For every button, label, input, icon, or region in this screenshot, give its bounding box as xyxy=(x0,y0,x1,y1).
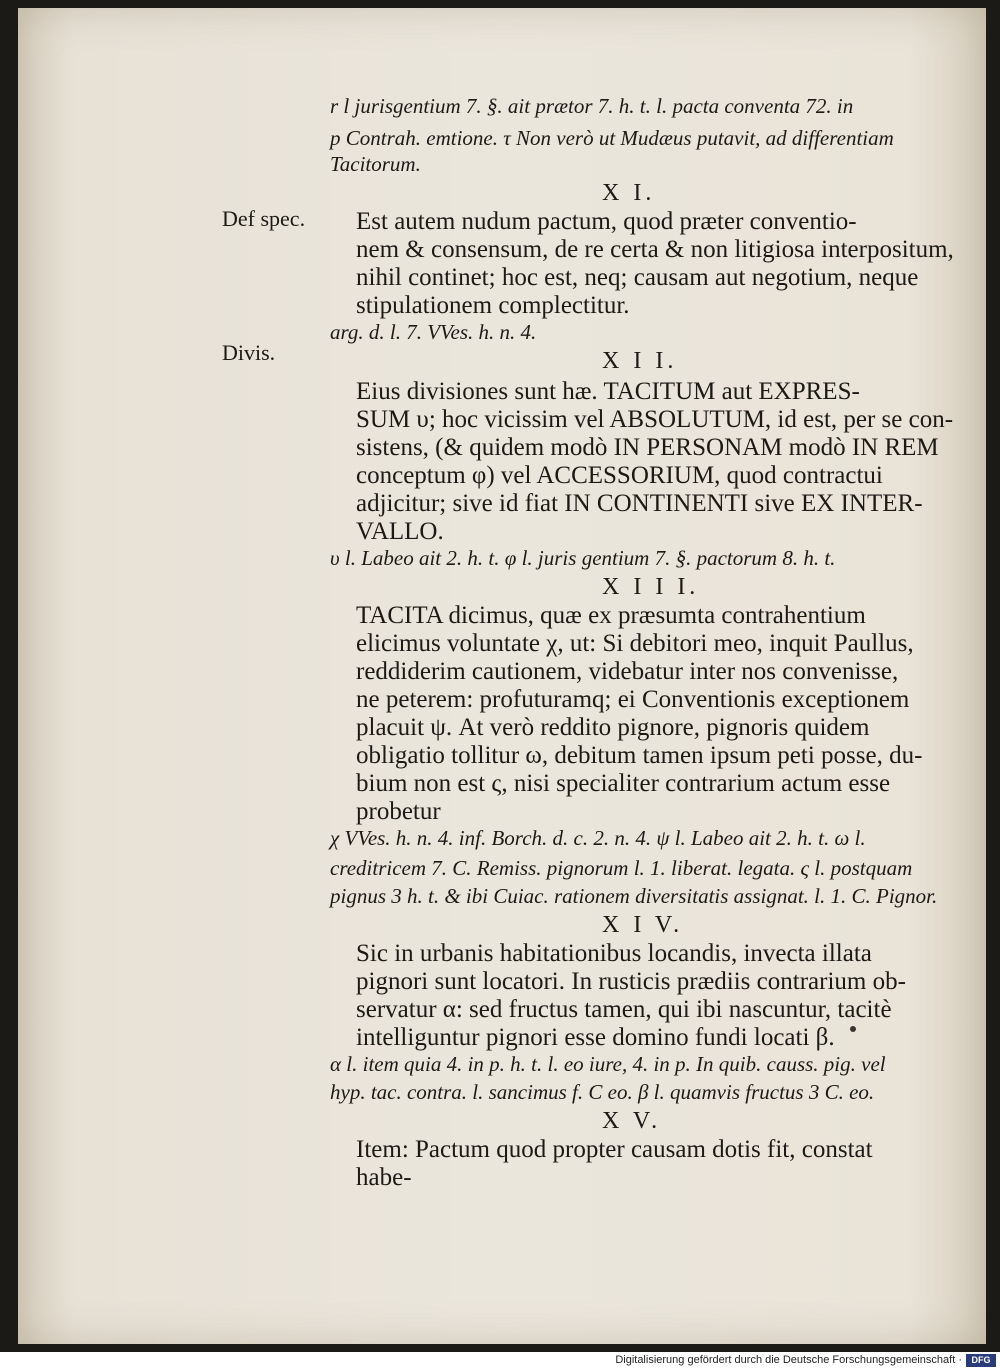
ink-spot xyxy=(850,1026,856,1032)
body-line: Est autem nudum pactum, quod præter conventio- xyxy=(356,208,857,235)
footer-credit: Digitalisierung gefördert durch die Deutsche Forschungsgemeinschaft · xyxy=(615,1354,962,1366)
footnote-line: α l. item quia 4. in p. h. t. l. eo iure, 4. in p. In quib. causs. pig. vel xyxy=(330,1052,886,1076)
body-line: placuit ψ. At verò reddito pignore, pignoris quidem xyxy=(356,714,870,741)
body-line: servatur α: sed fructus tamen, qui ibi nascuntur, tacitè xyxy=(356,996,892,1023)
section-number: X I I I. xyxy=(602,574,700,600)
body-line: elicimus voluntate χ, ut: Si debitori meo, inquit Paullus, xyxy=(356,630,914,657)
section-number: X I V. xyxy=(602,912,684,938)
body-line: TACITA dicimus, quæ ex præsumta contrahentium xyxy=(356,602,866,629)
body-line: Sic in urbanis habitationibus locandis, invecta illata xyxy=(356,940,872,967)
marginal-note: Divis. xyxy=(222,340,276,365)
section-number: X I I. xyxy=(602,348,678,374)
body-line: VALLO. xyxy=(356,518,444,545)
footnote-line: Tacitorum. xyxy=(330,152,421,176)
body-line: sistens, (& quidem modò IN PERSONAM modò IN REM xyxy=(356,434,939,461)
dfg-logo-icon: DFG xyxy=(966,1354,996,1367)
body-line: SUM υ; hoc vicissim vel ABSOLUTUM, id est, per se con- xyxy=(356,406,954,433)
footnote-line: r l jurisgentium 7. §. ait prætor 7. h. t. l. pacta conventa 72. in xyxy=(330,94,854,118)
body-line: intelliguntur pignori esse domino fundi locati β. xyxy=(356,1024,835,1051)
body-line: adjicitur; sive id fiat IN CONTINENTI sive EX INTER- xyxy=(356,490,923,517)
book-page xyxy=(18,8,986,1344)
footnote-line: υ l. Labeo ait 2. h. t. φ l. juris gentium 7. §. pactorum 8. h. t. xyxy=(330,546,836,570)
body-line: reddiderim cautionem, videbatur inter nos convenisse, xyxy=(356,658,899,685)
body-line: probetur xyxy=(356,798,441,825)
body-line: conceptum φ) vel ACCESSORIUM, quod contractui xyxy=(356,462,883,489)
footnote-line: pignus 3 h. t. & ibi Cuiac. rationem diversitatis assignat. l. 1. C. Pignor. xyxy=(330,884,938,908)
section-number: X V. xyxy=(602,1108,662,1134)
footnote-line: arg. d. l. 7. VVes. h. n. 4. xyxy=(330,320,537,344)
body-line: obligatio tollitur ω, debitum tamen ipsum peti posse, du- xyxy=(356,742,923,769)
body-line: stipulationem complectitur. xyxy=(356,292,630,319)
body-line: Item: Pactum quod propter causam dotis fit, constat xyxy=(356,1136,873,1163)
body-line: bium non est ς, nisi specialiter contrarium actum esse xyxy=(356,770,891,797)
footnote-line: creditricem 7. C. Remiss. pignorum l. 1. liberat. legata. ς l. postquam xyxy=(330,856,913,880)
body-line: Eius divisiones sunt hæ. TACITUM aut EXPRES- xyxy=(356,378,860,405)
body-line: nihil continet; hoc est, neq; causam aut negotium, neque xyxy=(356,264,919,291)
body-line: ne peterem: profuturamq; ei Conventionis exceptionem xyxy=(356,686,910,713)
body-line: nem & consensum, de re certa & non litigiosa interpositum, xyxy=(356,236,954,263)
footnote-line: p Contrah. emtione. τ Non verò ut Mudæus putavit, ad differentiam xyxy=(330,126,894,150)
marginal-note: Def spec. xyxy=(222,206,306,231)
section-number: X I. xyxy=(602,180,656,206)
footnote-line: hyp. tac. contra. l. sancimus f. C eo. β l. quamvis fructus 3 C. eo. xyxy=(330,1080,875,1104)
body-line: pignori sunt locatori. In rusticis prædiis contrarium ob- xyxy=(356,968,906,995)
footer-bar xyxy=(0,1352,1000,1370)
footnote-line: χ VVes. h. n. 4. inf. Borch. d. c. 2. n. 4. ψ l. Labeo ait 2. h. t. ω l. xyxy=(330,826,866,850)
body-line: habe- xyxy=(356,1164,412,1191)
